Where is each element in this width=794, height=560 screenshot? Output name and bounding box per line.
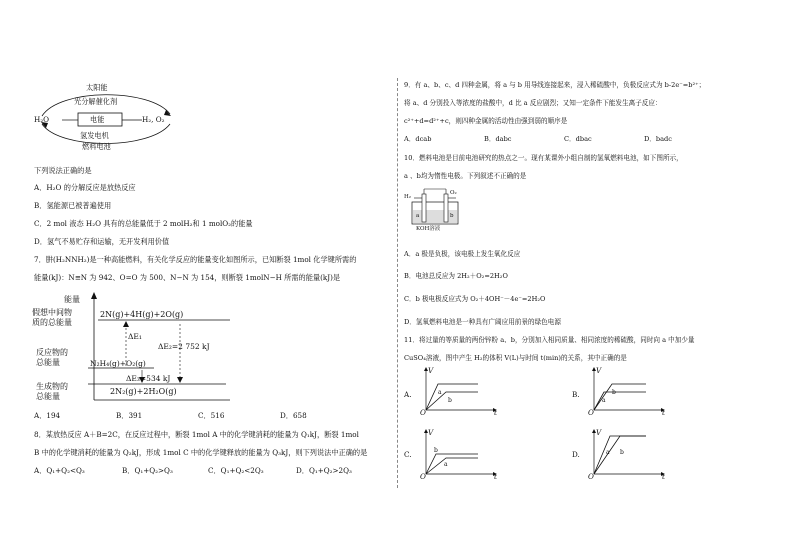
graph-a-v: V — [428, 366, 434, 375]
q8-option-d: D．Q₁+Q₂>2Q₃ — [296, 466, 352, 475]
energy-label-intermediate-2: 质的总能量 — [32, 318, 72, 327]
q7-option-d: D．658 — [280, 411, 307, 420]
q8-line-1: 8．某放热反应 A＋B=2C，在反应过程中，断裂 1mol A 中的化学键消耗的能量为 Q₁kJ，断裂 1mol — [34, 430, 359, 439]
q11-graph-b — [572, 366, 665, 417]
graph-b-t: t — [662, 408, 665, 417]
graph-c-letter: C. — [404, 450, 412, 459]
q10-line-2: a 、b均为惰性电极。下列叙述不正确的是 — [404, 172, 527, 180]
q7-line-1: 7．肼(H₂NNH₂)是一种高能燃料，有关化学反应的能量变化如图所示，已知断裂 1mol 化学键所需的 — [34, 255, 357, 264]
cycle-catalyst-label: 光分解催化剂 — [74, 97, 118, 106]
energy-label-product-1: 生成物的 — [36, 382, 68, 391]
cycle-h2o-label: H₂O — [34, 115, 50, 124]
graph-b-v: V — [596, 366, 602, 375]
q10-option-c: C．b 极电极反应式为 O₂＋4OH⁻－4e⁻=2H₂O — [404, 295, 546, 303]
q6-prompt: 下列说法正确的是 — [34, 166, 92, 175]
cell-electrolyte-label: KOH溶液 — [416, 226, 441, 232]
q9-line-1: 9．有 a、b、c、d 四种金属，将 a 与 b 用导线连接起来，浸入稀硫酸中，负极反应式为 b-2e⁻=b²⁺； — [404, 81, 706, 89]
graph-c-t: t — [494, 472, 497, 481]
q8-option-b: B．Q₁+Q₂>Q₃ — [122, 466, 173, 475]
energy-diagram — [30, 290, 270, 402]
q11-line-2: CuSO₄溶液，图中产生 H₂的体积 V(L)与时间 t(min)的关系，其中正确的是 — [404, 354, 627, 362]
q8-options — [34, 466, 352, 475]
graph-a-letter: A. — [404, 390, 412, 399]
q7-line-2: 能量(kJ)：N≡N 为 942、O=O 为 500、N−N 为 154，则断裂 1molN−H 所需的能量(kJ)是 — [34, 273, 341, 282]
q9-line-3: c²⁺+d=d²⁺+c，则四种金属的活动性由强到弱的顺序是 — [404, 117, 568, 125]
graph-d-b: b — [620, 449, 624, 456]
cycle-fuelcell-label: 燃料电池 — [82, 142, 111, 151]
energy-level-top: 2N(g)+4H(g)+2O(g) — [100, 310, 184, 319]
cycle-power-label: 电能 — [90, 115, 105, 124]
q6-option-d: D．氢气不易贮存和运输，无开发利用价值 — [34, 237, 170, 246]
q8-line-2: B 中的化学键消耗的能量为 Q₂kJ，形成 1mol C 中的化学键释放的能量为 Q₃kJ，则下列说法中正确的是 — [34, 448, 368, 457]
graph-d-o: O — [588, 472, 594, 481]
q9-option-d: D．badc — [644, 135, 672, 143]
q10-option-d: D．氢氧燃料电池是一种具有广阔应用前景的绿色电源 — [404, 318, 561, 326]
graph-a-a: a — [438, 389, 442, 396]
cell-o2-label: O₂ — [450, 190, 457, 196]
graph-b-o: O — [588, 408, 594, 417]
energy-label-reactant-1: 反应物的 — [36, 348, 68, 357]
q8-option-a: A．Q₁+Q₂<Q₃ — [34, 466, 85, 475]
q10-line-1: 10．燃料电池是目前电池研究的热点之一。现有某课外小组自制的氢氧燃料电池，如下图所示， — [404, 154, 683, 162]
q7-option-b: B．391 — [116, 411, 143, 420]
q9-line-2: 将 a、d 分别投入等浓度的盐酸中，d 比 a 反应剧烈；又知一定条件下能发生离子反应： — [404, 99, 662, 107]
graph-b-a: a — [602, 397, 606, 404]
q11-graph-a — [404, 366, 497, 417]
energy-delta-e3: ΔE₃=534 kJ — [126, 374, 171, 383]
graph-b-letter: B. — [572, 390, 580, 399]
cycle-h2o2-label: H₂, O₂ — [142, 115, 165, 124]
graph-a-b: b — [448, 397, 452, 404]
energy-label-intermediate-1: 假想中间物 — [32, 308, 72, 317]
graph-c-a: a — [444, 461, 448, 468]
q7-option-c: C．516 — [198, 411, 225, 420]
q9-option-c: C．dbac — [564, 135, 592, 143]
q6-option-a: A．H₂O 的分解反应是放热反应 — [34, 183, 136, 192]
q10-option-a: A．a 极是负极，该电极上发生氧化反应 — [404, 250, 521, 258]
graph-d-letter: D. — [572, 450, 580, 459]
q9-options — [404, 135, 672, 144]
graph-a-t: t — [494, 408, 497, 417]
cell-b-label: b — [450, 213, 454, 219]
q9-option-b: B．dabc — [484, 135, 512, 143]
q9-option-a: A．dcab — [404, 135, 432, 143]
energy-label-reactant-2: 总能量 — [36, 358, 60, 367]
graph-c-o: O — [420, 472, 426, 481]
q7-option-a: A．194 — [34, 411, 61, 420]
cell-a-label: a — [416, 213, 420, 219]
graph-d-v: V — [596, 428, 602, 437]
q10-option-b: B．电池总反应为 2H₂＋O₂=2H₂O — [404, 272, 508, 280]
graph-a-o: O — [420, 408, 426, 417]
graph-c-b: b — [434, 447, 438, 454]
energy-axis-label: 能量 — [64, 295, 80, 304]
q8-option-c: C．Q₁+Q₂<2Q₃ — [208, 466, 264, 475]
graph-c-v: V — [428, 428, 434, 437]
q7-options — [34, 411, 307, 420]
graph-b-b: b — [612, 389, 616, 396]
energy-delta-e1: ΔE₁ — [128, 332, 142, 341]
q11-graph-c — [404, 428, 497, 481]
energy-level-mid: N₂H₄(g)+O₂(g) — [90, 359, 146, 368]
q11-line-1: 11．将过量的等质量的两份锌粉 a、b，分别加入相同质量、相同浓度的稀硫酸，同时向 a 中加少量 — [404, 336, 695, 344]
hydrogen-cycle-diagram — [30, 80, 200, 155]
column-divider — [397, 78, 398, 488]
energy-level-bottom: 2N₂(g)+2H₂O(g) — [110, 387, 177, 396]
graph-d-t: t — [662, 472, 665, 481]
cell-h2-label: H₂ — [404, 194, 412, 200]
graph-d-a: a — [606, 449, 610, 456]
q6-option-c: C．2 mol 液态 H₂O 具有的总能量低于 2 molH₂和 1 molO₂的能量 — [34, 219, 253, 228]
q11-graph-d — [572, 428, 665, 481]
energy-delta-e2: ΔE₂=2 752 kJ — [158, 342, 210, 351]
q6-option-b: B．氢能源已被普遍使用 — [34, 201, 112, 210]
cycle-generator-label: 氢发电机 — [80, 131, 109, 140]
cycle-sun-label: 太阳能 — [86, 83, 108, 92]
energy-label-product-2: 总能量 — [36, 392, 60, 401]
fuel-cell-diagram — [404, 186, 464, 234]
